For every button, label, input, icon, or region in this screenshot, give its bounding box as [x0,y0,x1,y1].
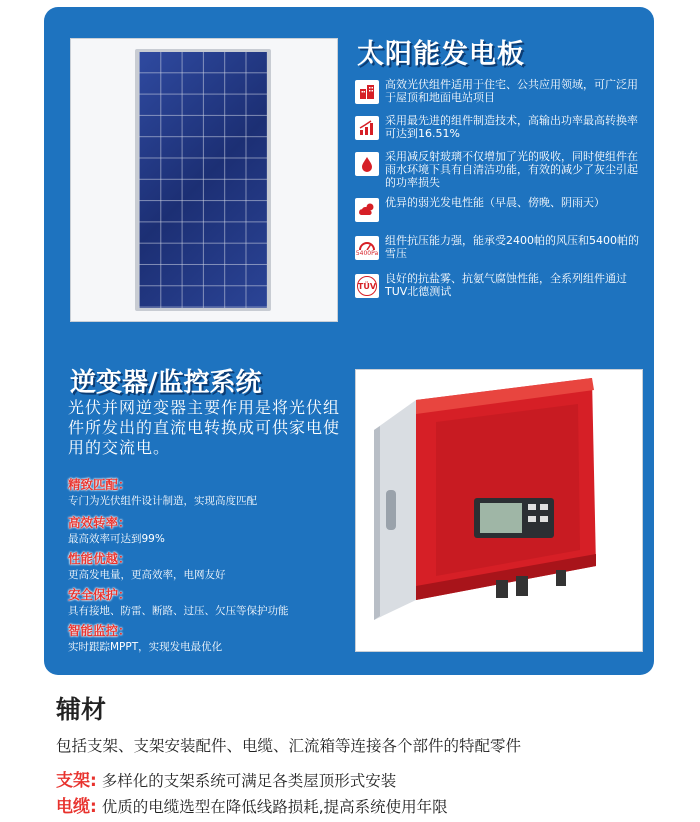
accessories-title: 辅材 [56,695,107,724]
advantage-text: 专门为光伏组件设计制造，实现高度匹配 [68,495,257,507]
accessory-label: 支架: [56,771,97,791]
feature-item [355,114,645,140]
pressure-gauge-icon [355,236,379,260]
feature-text: 采用最先进的组件制造技术，高输出功率最高转换率可达到16.51% [385,114,638,140]
feature-item [355,272,645,298]
accessories-description: 包括支架、支架安装配件、电缆、汇流箱等连接各个部件的特配零件 [56,737,522,755]
inverter-illustration [356,370,642,651]
accessory-label: 电缆: [56,797,97,817]
cloud-sun-icon [355,198,379,222]
advantage-heading: 安全保护： [68,587,131,602]
tuv-badge-label: TÜV [357,276,377,296]
accessory-text: 多样化的支架系统可满足各类屋顶形式安装 [96,772,397,790]
inverter-title: 逆变器/监控系统 [70,368,262,398]
feature-text: 良好的抗盐雾、抗氨气腐蚀性能，全系列组件通过TUV北德测试 [385,272,627,298]
feature-text: 组件抗压能力强，能承受2400帕的风压和5400帕的雪压 [385,234,639,260]
feature-item [355,196,645,222]
advantage-text: 最高效率可达到99% [68,533,165,545]
advantage-heading: 精致匹配： [68,477,131,492]
advantage-text: 更高发电量，更高效率，电网友好 [68,569,226,581]
feature-item [355,150,645,189]
solar-panel-photo [70,38,338,322]
feature-text: 高效光伏组件适用于住宅、公共应用领域，可广泛用于屋顶和地面电站项目 [385,78,638,104]
advantage-text: 具有接地、防雷、断路、过压、欠压等保护功能 [68,605,289,617]
accessory-item [56,766,396,791]
feature-text: 优异的弱光发电性能（早晨、傍晚、阴雨天） [385,196,605,209]
accessory-item [56,792,448,817]
accessory-text: 优质的电缆选型在降低线路损耗,提高系统使用年限 [96,798,448,816]
advantage-text: 实时跟踪MPPT，实现发电最优化 [68,641,223,653]
inverter-photo [355,369,643,652]
advantage-heading: 智能监控： [68,623,131,638]
solar-panel-title: 太阳能发电板 [357,39,525,70]
feature-text: 采用减反射玻璃不仅增加了光的吸收，同时使组件在雨水环境下具有自清洁功能，有效的减少了灰尘引起的功率损失 [385,150,638,189]
feature-item [355,78,645,104]
advantage-heading: 高效转率： [68,515,131,530]
advantage-heading: 性能优越： [68,551,131,566]
feature-item [355,234,645,260]
building-icon [355,80,379,104]
tuv-badge-icon [355,274,379,298]
solar-panel-cells [139,52,267,308]
pressure-gauge-label: 5400Pa [355,249,379,257]
water-drop-icon [355,152,379,176]
efficiency-chart-icon [355,116,379,140]
inverter-description: 光伏并网逆变器主要作用是将光伏组件所发出的直流电转换成可供家电使用的交流电。 [68,398,341,457]
